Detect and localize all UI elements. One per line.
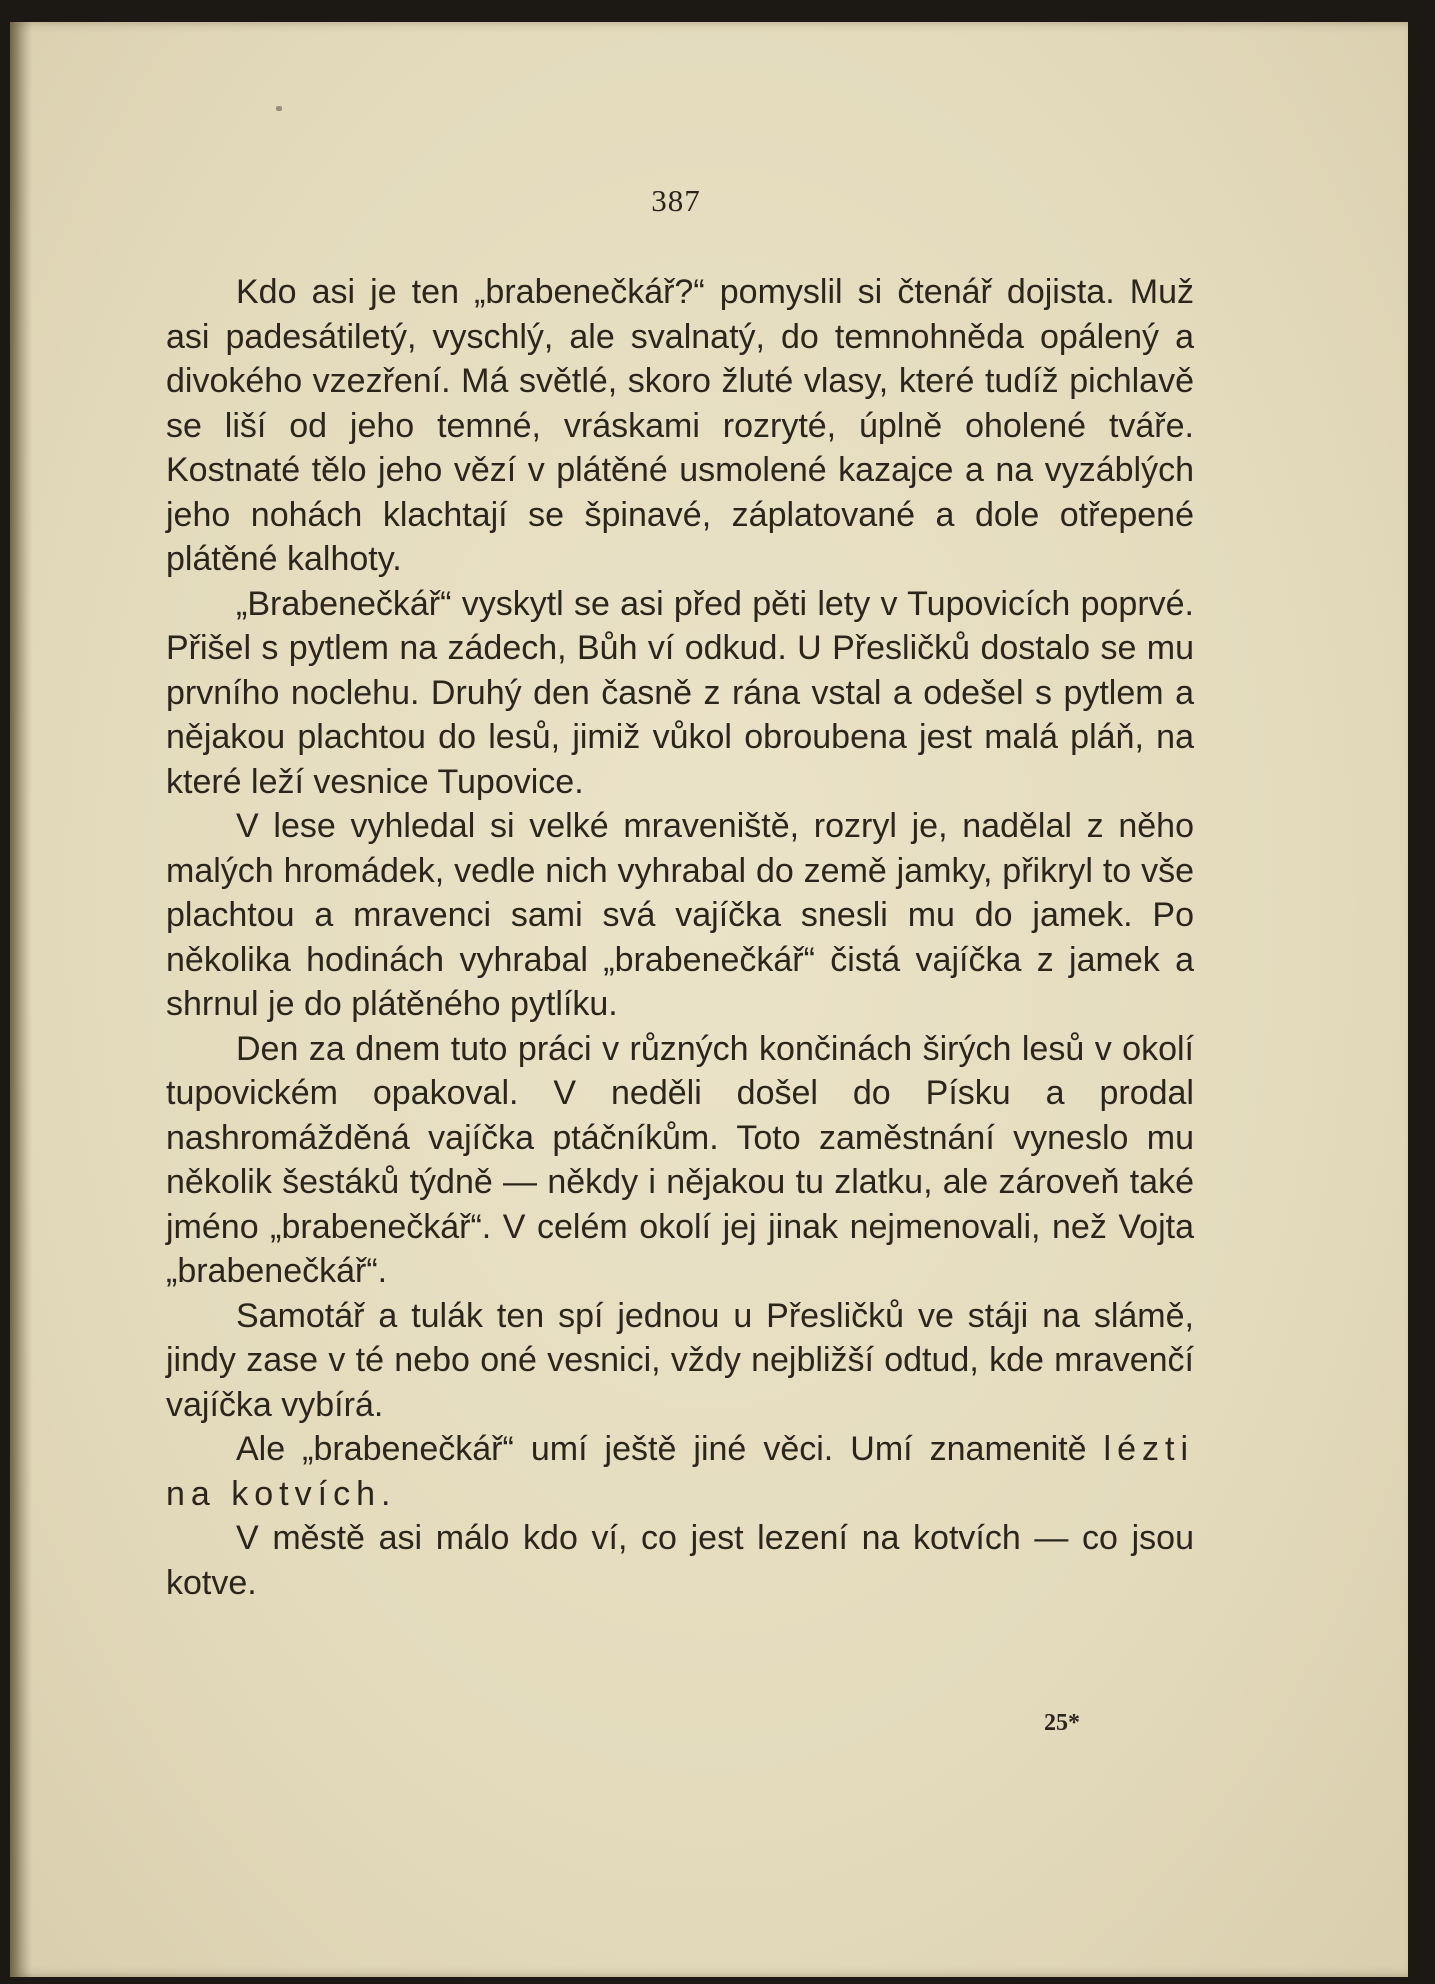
body-text (166, 270, 1194, 1605)
paragraph-6-end: . (380, 1474, 391, 1513)
paper-speck (276, 106, 282, 111)
signature-mark: 25* (1044, 1710, 1080, 1736)
spaced-emphasis: lézti na kotvích (166, 1430, 1194, 1513)
paragraph-7: V městě asi málo kdo ví, co jest lezení na kotvích — co jsou kotve. (166, 1519, 1194, 1602)
paragraph-4: Den za dnem tuto práci v různých končinách širých lesů v okolí tupovickém opakoval. V neděli došel do Písku a prodal nashromážděná vajíčka ptáčníkům. Toto zaměstnání vyneslo mu několik šestáků týdně — někdy i nějakou tu zlatku, ale zároveň také jméno „brabenečkář“. V celém okolí jej jinak nejmenovali, než Vojta „brabenečkář“. (166, 1029, 1194, 1290)
paragraph-6 (166, 1427, 1194, 1516)
paragraph-1: Kdo asi je ten „brabenečkář?“ pomyslil si čtenář dojista. Muž asi padesátiletý, vyschlý, ale svalnatý, do temnohněda opálený a divokého vzezření. Má světlé, skoro žluté vlasy, které tudíž pichlavě se liší od jeho temné, vráskami rozryté, úplně oholené tváře. Kostnaté tělo jeho vězí v plátěné usmolené kazajce a na vyzáblých jeho nohách klachtají se špinavé, záplatované a dole otřepené plátěné kalhoty. (166, 273, 1194, 578)
binding-shadow (10, 22, 32, 1977)
paragraph-6-start: Ale „brabenečkář“ umí ještě jiné věci. Umí znamenitě (236, 1430, 1104, 1468)
page-number: 387 (651, 183, 701, 218)
paragraph-2: „Brabenečkář“ vyskytl se asi před pěti lety v Tupovicích poprvé. Přišel s pytlem na zádech, Bůh ví odkud. U Přesličků dostalo se mu prvního noclehu. Druhý den časně z rána vstal a odešel s pytlem a nějakou plachtou do lesů, jimiž vůkol obroubena jest malá pláň, na které leží vesnice Tupovice. (166, 584, 1194, 801)
paragraph-3: V lese vyhledal si velké mraveniště, rozryl je, nadělal z něho malých hromádek, vedle nich vyhrabal do země jamky, přikryl to vše plachtou a mravenci sami svá vajíčka snesli mu do jamek. Po několika hodinách vyhrabal „brabenečkář“ čistá vajíčka z jamek a shrnul je do plátěného pytlíku. (166, 807, 1194, 1023)
paragraph-5: Samotář a tulák ten spí jednou u Přesličků ve stáji na slámě, jindy zase v té nebo oné vesnici, vždy nejbližší odtud, kde mravenčí vajíčka vybírá. (166, 1296, 1194, 1424)
